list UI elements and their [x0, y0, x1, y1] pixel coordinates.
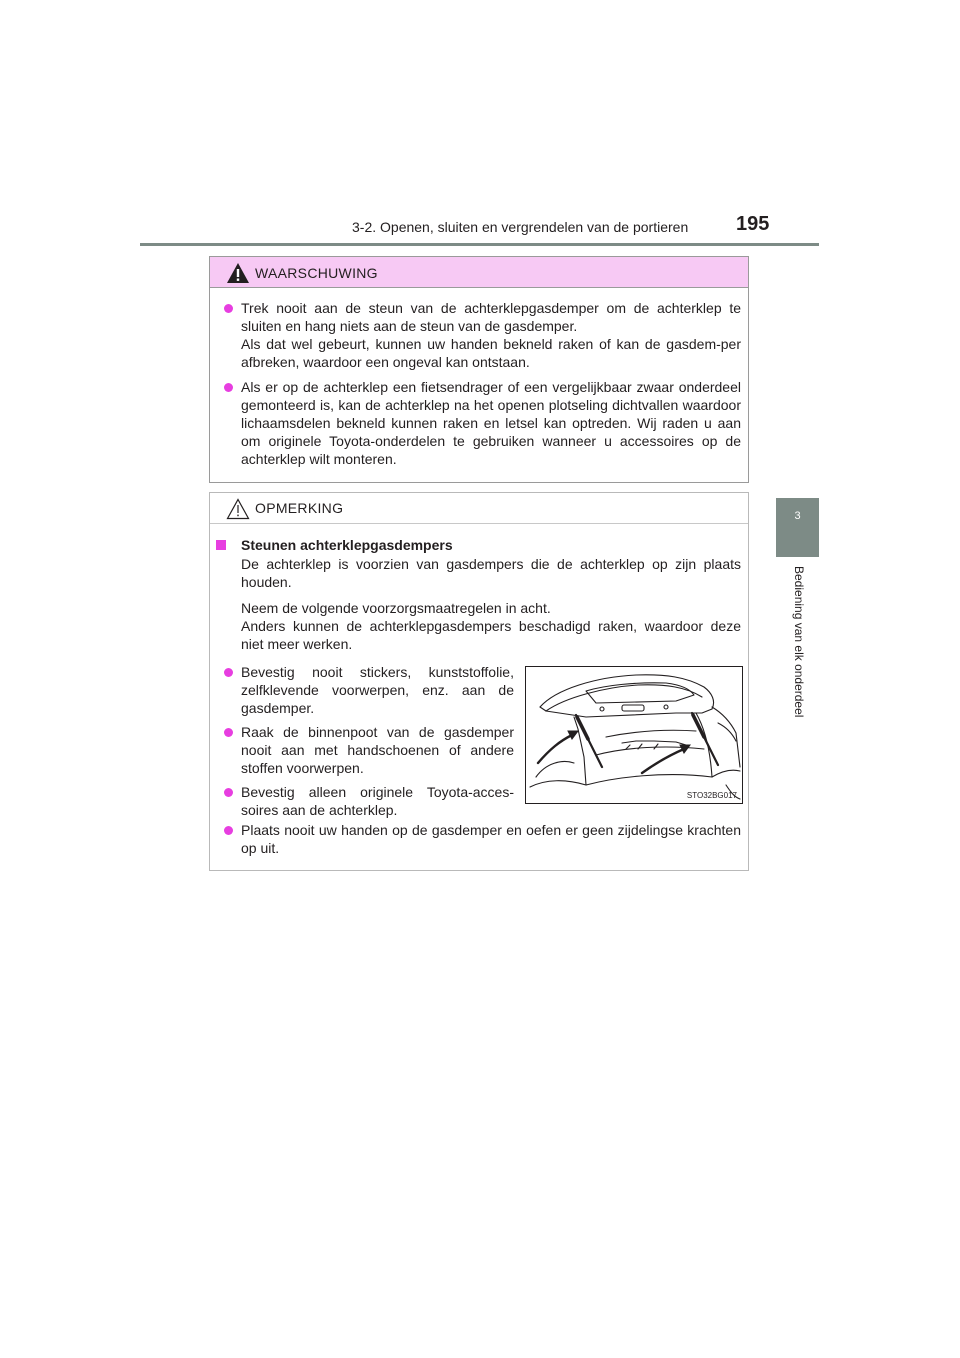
list-item [210, 378, 748, 468]
paragraph-line: Anders kunnen de achterklepgasdempers beschadigd raken, waardoor deze niet meer werken. [241, 618, 741, 652]
list-item [210, 723, 514, 777]
bullet-icon [224, 383, 233, 392]
item-text: Raak de binnenpoot van de gasdemper nooit aan met handschoenen of andere stoffen voorwerpen. [241, 724, 514, 776]
paragraph-line: Neem de volgende voorzorgsmaatregelen in acht. [241, 600, 551, 616]
subsection-title-text: Steunen achterklepgasdempers [241, 537, 453, 553]
chapter-label: Bediening van elk onderdeel [792, 566, 806, 718]
paragraph [210, 599, 748, 653]
caution-triangle-icon [226, 498, 250, 520]
list-item [210, 663, 514, 717]
square-bullet-icon [216, 540, 226, 550]
bullet-icon [224, 728, 233, 737]
figure-code: STO32BG017 [686, 791, 737, 800]
item-text: Als dat wel gebeurt, kunnen uw handen bekneld raken of kan de gasdem-per afbreken, waardoor een ongeval kan ontstaan. [241, 336, 741, 370]
page-number: 195 [736, 213, 770, 235]
header-rule [140, 243, 819, 246]
warning-box [209, 256, 749, 483]
bullet-icon [224, 788, 233, 797]
warning-heading: WAARSCHUWING [255, 265, 378, 281]
list-item [210, 821, 748, 857]
list-item [210, 299, 748, 371]
notice-box [209, 492, 749, 871]
bullet-icon [224, 668, 233, 677]
chapter-number: 3 [794, 510, 801, 522]
subsection-title [210, 536, 748, 554]
paragraph: De achterklep is voorzien van gasdempers die de achterklep op zijn plaats houden. [241, 556, 741, 590]
item-text: Bevestig alleen originele Toyota-acces-soires aan de achterklep. [241, 784, 514, 818]
item-text: Plaats nooit uw handen op de gasdemper en oefen er geen zijdelingse krachten op uit. [241, 822, 741, 856]
notice-list [210, 663, 514, 819]
bullet-icon [224, 304, 233, 313]
notice-header [210, 493, 748, 524]
warning-triangle-icon [226, 262, 250, 284]
tailgate-drawing [526, 667, 742, 803]
list-with-figure [210, 663, 748, 818]
notice-heading: OPMERKING [255, 500, 344, 516]
tailgate-strut-illustration [525, 666, 743, 804]
warning-header [210, 257, 748, 288]
chapter-tab[interactable] [776, 498, 819, 557]
section-title: 3-2. Openen, sluiten en vergrendelen van de portieren [352, 219, 689, 235]
list-item [210, 783, 514, 819]
item-text: Bevestig nooit stickers, kunststoffolie, zelfklevende voorwerpen, enz. aan de gasdemper. [241, 664, 514, 716]
bullet-icon [224, 826, 233, 835]
item-text: Als er op de achterklep een fietsendrager of een vergelijkbaar zwaar onderdeel gemonteerd is, kan de achterklep na het openen plotseling dichtvallen waardoor lichaamsdelen bekneld kunnen raken en letsel kan optreden. Wij raden u aan om originele Toyota-onderdelen te gebruiken wanneer u accessoires op de achterklep wilt monteren. [241, 379, 741, 467]
warning-list [210, 288, 748, 468]
item-text: Trek nooit aan de steun van de achterklepgasdemper om de achterklep te sluiten en hang niets aan de steun van de gasdemper. [241, 300, 741, 334]
